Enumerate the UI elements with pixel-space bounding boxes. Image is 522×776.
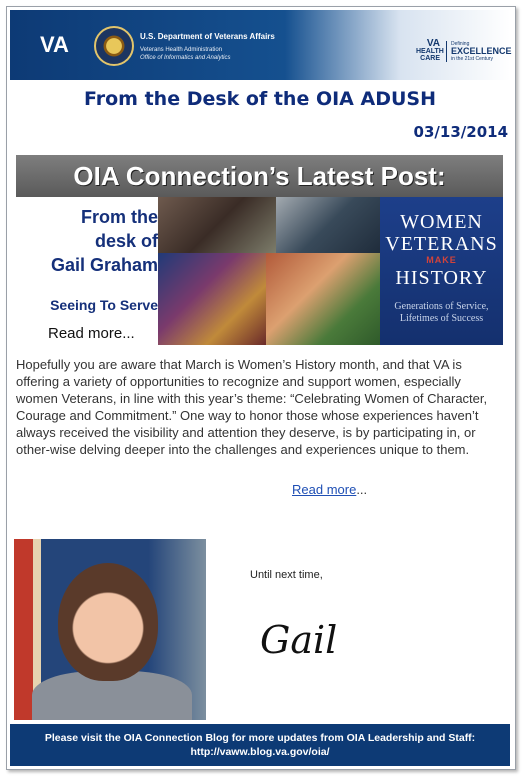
signature: Gail [260,618,338,662]
closing-text: Until next time, [250,569,323,581]
banner-seeing-to-serve: Seeing To Serve [50,297,158,313]
article-body: Hopefully you are aware that March is Women’s History month, and that VA is offering a variety of opportunities to recognize and support women, especially women Veterans, in line with this year’s theme: “Celebrating Women of Character, Courage and Commitment.” One way to honor those whose experiences haven’t always received the visibility and attention they deserve, is by participating in, or other-wise delving deeper into the challenges and experiences unique to them. [16,357,488,457]
veteran-photo-2 [276,197,380,253]
veteran-photo-1 [158,197,276,253]
va-logo: VA [40,32,69,57]
va-health-care-logo: VA HEALTH CARE [416,38,444,62]
banner-headline-bar [16,155,503,197]
excellence-tagline: Defining EXCELLENCE in the 21st Century [446,41,512,62]
banner-headline: OIA Connection’s Latest Post: [73,161,446,191]
banner-author: From the desk of Gail Graham [50,207,158,275]
footer-text: Please visit the OIA Connection Blog for more updates from OIA Leadership and Staff: [44,732,476,744]
author-photo [14,539,206,720]
va-header-banner [10,10,510,80]
read-more-line: Read more... [292,482,368,497]
header-administration: Veterans Health Administration [140,47,223,53]
women-veterans-make-history-logo: WOMEN VETERANS MAKE HISTORY Generations of Service, Lifetimes of Success [380,197,503,345]
blog-post-banner[interactable] [16,155,503,345]
veteran-photo-4 [266,253,380,345]
issue-date: 03/13/2014 [413,123,508,141]
footer-blog-link[interactable]: http://vaww.blog.va.gov/oia/ [190,746,330,758]
veteran-photo-3 [158,253,266,345]
banner-read-more[interactable]: Read more... [48,325,135,342]
read-more-link[interactable]: Read more [292,482,357,497]
va-seal-icon [94,26,134,66]
header-office: Office of Informatics and Analytics [140,55,231,61]
footer-banner [10,724,510,766]
page-title: From the Desk of the OIA ADUSH [83,88,436,110]
header-department: U.S. Department of Veterans Affairs [140,32,275,41]
